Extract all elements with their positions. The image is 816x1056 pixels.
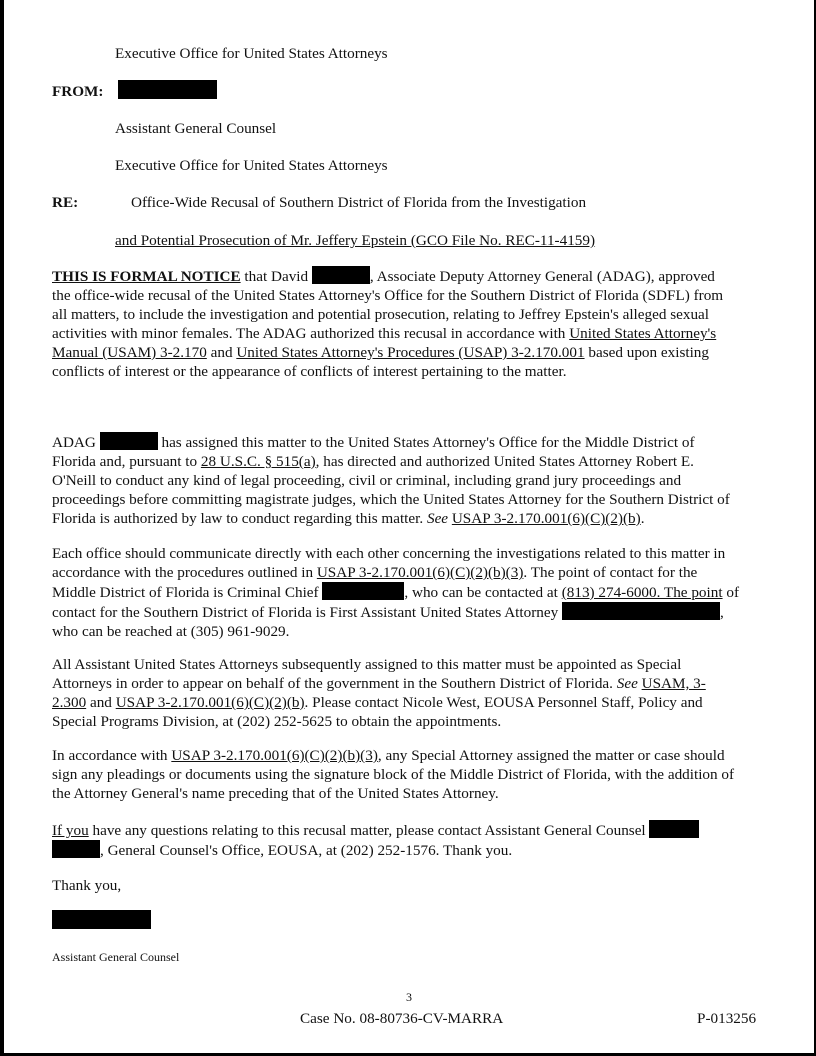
from-label: FROM: [52,83,104,100]
paragraph-communication [52,544,772,641]
usap-reference-3: USAP 3-2.170.001(6)(C)(2)(b)(3) [316,564,524,581]
p3-line3b: , who can be contacted at [404,584,562,601]
redaction-agc-name-2 [52,840,100,858]
usam-reference-b: Manual (USAM) 3-2.170 [52,344,207,361]
paragraph-special-attorneys [52,655,772,731]
redaction-criminal-chief [322,582,404,600]
usap-reference-4: USAP 3-2.170.001(6)(C)(2)(b) [115,694,305,711]
p3-line4a: contact for the Southern District of Florida is First Assistant United States Attorney [52,604,562,621]
usap-reference-2: USAP 3-2.170.001(6)(C)(2)(b) [451,510,641,527]
p4-line3d: . Please contact Nicole West, EOUSA Personnel Staff, Policy and [304,694,703,711]
p3-line5: who can be reached at (305) 961-9029. [52,623,290,640]
redaction-first-assistant [562,602,720,620]
re-label: RE: [52,194,79,211]
p1-line6: conflicts of interest or the appearance of conflicts of interest pertaining to the matter. [52,363,567,380]
p1-line1a: that David [240,268,312,285]
p6-line1b: have any questions relating to this recusal matter, please contact Assistant General Counsel [88,822,650,839]
p2-line1a: ADAG [52,434,100,451]
closing-thanks: Thank you, [52,877,122,894]
usam-reference-d: 2.300 [52,694,87,711]
p6-line2: , General Counsel's Office, EOUSA, at (202) 252-1576. Thank you. [100,842,513,859]
p1-line5d: based upon existing [584,344,709,361]
usam-reference-c: USAM, 3- [641,675,706,692]
re-subject-line2 [115,231,595,250]
usap-reference-5: USAP 3-2.170.001(6)(C)(2)(b)(3) [171,747,378,764]
from-title: Assistant General Counsel [115,120,277,137]
page-number: 3 [406,990,412,1004]
p2-line4: proceedings before committing magistrate judges, which the United States Attorney for the Southern District of [52,491,730,508]
redaction-adag-name [312,266,370,284]
signature-title: Assistant General Counsel [52,950,180,964]
p1-line5b: and [206,344,237,361]
paragraph-signature-block [52,746,772,803]
p2-line3: O'Neill to conduct any kind of legal proceeding, civil or criminal, including grand jury proceedings and [52,472,682,489]
p1-line4a: activities with minor females. The ADAG authorized this recusal in accordance with [52,325,570,342]
case-number: Case No. 08-80736-CV-MARRA [300,1010,504,1027]
re-subject-line1: Office-Wide Recusal of Southern District of Florida from the Investigation [131,194,587,211]
redaction-from-name [118,80,217,99]
see-signal-2: See [616,675,638,692]
p2-line1b: has assigned this matter to the United States Attorney's Office for the Middle District of [157,434,695,451]
p4-line4: Special Programs Division, at (202) 252-5625 to obtain the appointments. [52,713,502,730]
p2-line2a: Florida and, pursuant to [52,453,201,470]
paragraph-assignment [52,432,772,528]
p3-line4b: , [720,604,724,621]
from-office: Executive Office for United States Attorneys [115,157,388,174]
usap-reference: United States Attorney's Procedures (USAP) 3-2.170.001 [236,344,585,361]
bates-number: P-013256 [697,1010,757,1027]
redaction-signature [52,910,151,929]
see-signal-1: See [426,510,449,527]
p5-line1c: , any Special Attorney assigned the matter or case should [377,747,725,764]
re-subject-line2-text: and Potential Prosecution of Mr. Jeffery Epstein (GCO File No. REC-11-4159) [115,232,596,249]
phone-middle-district: (813) 274-6000. The point [561,584,723,601]
p1-line2: the office-wide recusal of the United States Attorney's Office for the Southern District of Florida (SDFL) from [52,287,724,304]
p2-line2c: , has directed and authorized United States Attorney Robert E. [315,453,694,470]
p1-line1b: , Associate Deputy Attorney General (ADAG), approved [369,268,715,285]
p6-line1a: If you [52,822,89,839]
usc-reference: 28 U.S.C. § 515(a) [200,453,316,470]
to-office: Executive Office for United States Attorneys [115,45,388,62]
redaction-agc-name [649,820,699,838]
p2-line5a: Florida is authorized by law to conduct regarding this matter. [52,510,427,527]
p3-line1: Each office should communicate directly with each other concerning the investigations related to this matter in [52,545,726,562]
formal-notice-heading: THIS IS FORMAL NOTICE [52,268,241,285]
p4-line3b: and [86,694,116,711]
redaction-adag-name-2 [100,432,158,450]
p5-line3: the Attorney General's name preceding that of the United States Attorney. [52,785,499,802]
p3-line3d: of [722,584,740,601]
p5-line2: sign any pleadings or documents using the signature block of the Middle District of Florida, with the addition of [52,766,735,783]
paragraph-contact [52,820,772,860]
p4-line2a: Attorneys in order to appear on behalf of the government in the Southern District of Florida. [52,675,617,692]
p3-line2c: . The point of contact for the [523,564,698,581]
p5-line1a: In accordance with [52,747,172,764]
scan-edge-left [0,0,4,1056]
p2-line5e: . [640,510,645,527]
usam-reference-a: United States Attorney's [569,325,717,342]
p1-line3: all matters, to include the investigation and potential prosecution, relating to Jeffrey Epstein's alleged sexual [52,306,710,323]
p3-line3a: Middle District of Florida is Criminal Chief [52,584,323,601]
p4-line1: All Assistant United States Attorneys subsequently assigned to this matter must be appointed as Special [52,656,682,673]
p3-line2a: accordance with the procedures outlined in [52,564,317,581]
paragraph-formal-notice [52,266,772,381]
